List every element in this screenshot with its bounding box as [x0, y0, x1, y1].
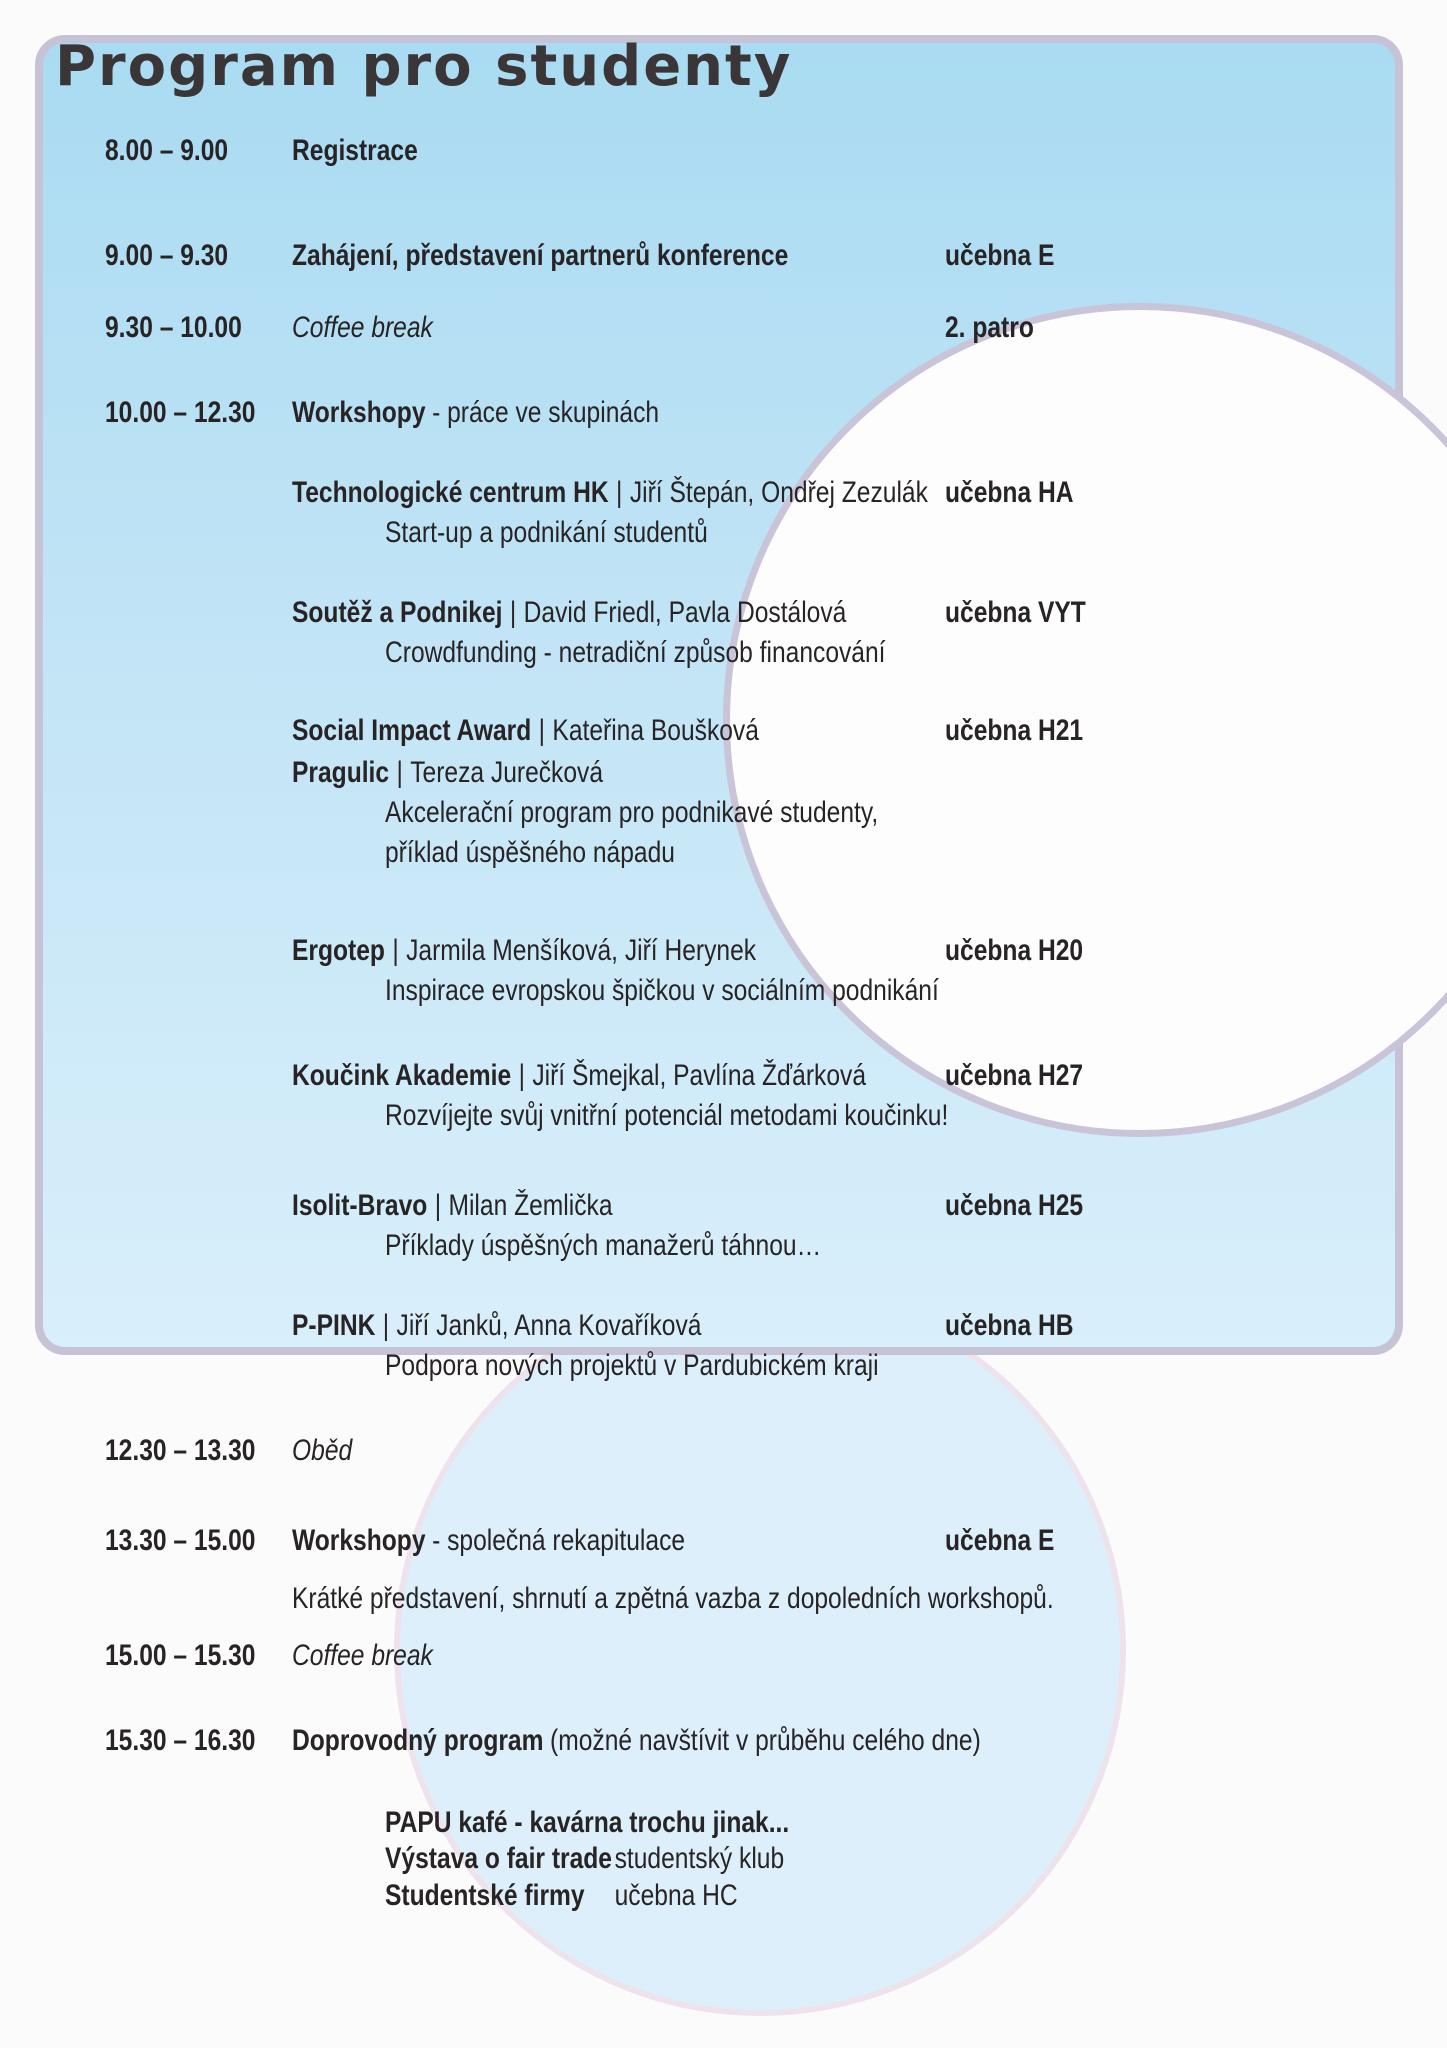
event-recap — [292, 1523, 685, 1559]
workshop-speakers: David Friedl, Pavla Dostálová — [523, 596, 847, 629]
event-recap-bold: Workshopy — [292, 1524, 426, 1557]
workshop-room: učebna HA — [945, 476, 1074, 509]
workshop-title: Ergotep — [292, 934, 385, 967]
time-coffee-afternoon: 15.00 – 15.30 — [105, 1639, 256, 1672]
event-recap-rest: - společná rekapitulace — [432, 1524, 686, 1557]
separator-bar: | — [392, 934, 399, 967]
workshop-topic: Rozvíjejte svůj vnitřní potenciál metodami koučinku! — [385, 1099, 949, 1132]
separator-bar: | — [538, 714, 546, 747]
workshop-title-row — [292, 1308, 701, 1344]
separator-bar: | — [434, 1189, 442, 1222]
workshop-speakers: Jiří Janků, Anna Kovaříková — [396, 1309, 702, 1342]
time-registration: 8.00 – 9.00 — [105, 134, 229, 167]
workshop-speakers: Jiří Šmejkal, Pavlína Žďárková — [532, 1059, 867, 1092]
separator-bar: | — [518, 1059, 525, 1092]
workshop-room: učebna H25 — [945, 1189, 1084, 1222]
time-lunch: 12.30 – 13.30 — [105, 1434, 256, 1467]
workshop-topic: Start-up a podnikání studentů — [385, 516, 708, 549]
workshop-title-row — [292, 1188, 613, 1224]
event-workshops-header-bold: Workshopy — [292, 396, 426, 429]
separator-bar: | — [382, 1309, 390, 1342]
side-event-location: učebna HC — [614, 1879, 738, 1912]
room-recap: učebna E — [945, 1524, 1055, 1557]
time-workshops: 10.00 – 12.30 — [105, 396, 256, 429]
workshop-speakers-2: Tereza Jurečková — [410, 756, 604, 789]
workshop-title-2: Pragulic — [292, 756, 390, 789]
workshop-speakers: Jiří Štepán, Ondřej Zezulák — [629, 476, 928, 509]
room-coffee-morning: 2. patro — [945, 311, 1034, 344]
workshop-room: učebna H20 — [945, 934, 1084, 967]
event-opening: Zahájení, představení partnerů konference — [292, 239, 789, 272]
workshop-topic-2: příklad úspěšného nápadu — [385, 836, 675, 869]
workshop-speakers: Jarmila Menšíková, Jiří Herynek — [406, 934, 757, 967]
time-opening: 9.00 – 9.30 — [105, 239, 229, 272]
workshop-title: Soutěž a Podnikej — [292, 596, 503, 629]
page-title: Program pro studenty — [55, 34, 793, 99]
workshop-title: Technologické centrum HK — [292, 476, 609, 509]
workshop-topic: Příklady úspěšných manažerů táhnou… — [385, 1229, 822, 1262]
side-event-location: studentský klub — [614, 1842, 785, 1875]
workshop-title: Isolit-Bravo — [292, 1189, 428, 1222]
workshop-title-row-2 — [292, 755, 603, 791]
time-side-program: 15.30 – 16.30 — [105, 1724, 256, 1757]
event-coffee-morning: Coffee break — [292, 311, 433, 344]
workshop-room: učebna H21 — [945, 714, 1084, 747]
event-side-program-rest: (možné navštívit v průběhu celého dne) — [550, 1724, 981, 1757]
workshop-title-row — [292, 933, 756, 969]
separator-bar: | — [616, 476, 623, 509]
room-opening: učebna E — [945, 239, 1055, 272]
workshop-topic: Crowdfunding - netradiční způsob financování — [385, 636, 886, 669]
workshop-speakers: Kateřina Boušková — [552, 714, 759, 747]
event-workshops-header — [292, 395, 659, 431]
workshop-title: Koučink Akademie — [292, 1059, 512, 1092]
workshop-title: Social Impact Award — [292, 714, 532, 747]
workshop-speakers: Milan Žemlička — [448, 1189, 613, 1222]
workshop-title: P-PINK — [292, 1309, 376, 1342]
event-side-program — [292, 1723, 981, 1759]
workshop-title-row — [292, 475, 928, 511]
workshop-title-row — [292, 1058, 866, 1094]
time-coffee-morning: 9.30 – 10.00 — [105, 311, 242, 344]
workshop-title-row — [292, 595, 846, 631]
workshop-topic: Akcelerační program pro podnikavé studenty, — [385, 796, 879, 829]
side-event-label: Studentské firmy — [385, 1879, 585, 1912]
separator-bar: | — [509, 596, 517, 629]
workshop-topic: Podpora nových projektů v Pardubickém kraji — [385, 1349, 879, 1382]
workshop-room: učebna H27 — [945, 1059, 1084, 1092]
event-workshops-header-rest: - práce ve skupinách — [432, 396, 660, 429]
side-event — [385, 1878, 738, 1914]
event-coffee-afternoon: Coffee break — [292, 1639, 433, 1672]
event-registration: Registrace — [292, 134, 418, 167]
event-lunch: Oběd — [292, 1434, 353, 1467]
time-recap: 13.30 – 15.00 — [105, 1524, 256, 1557]
workshop-topic: Inspirace evropskou špičkou v sociálním podnikání — [385, 974, 939, 1007]
side-event — [385, 1841, 785, 1877]
workshop-title-row — [292, 713, 759, 749]
workshop-room: učebna VYT — [945, 596, 1086, 629]
event-recap-note: Krátké představení, shrnutí a zpětná vazba z dopoledních workshopů. — [292, 1582, 1054, 1615]
side-event-label: PAPU kafé - kavárna trochu jinak... — [385, 1806, 790, 1839]
workshop-room: učebna HB — [945, 1309, 1074, 1342]
side-event-label: Výstava o fair trade — [385, 1842, 612, 1875]
separator-bar: | — [396, 756, 403, 789]
event-side-program-bold: Doprovodný program — [292, 1724, 544, 1757]
